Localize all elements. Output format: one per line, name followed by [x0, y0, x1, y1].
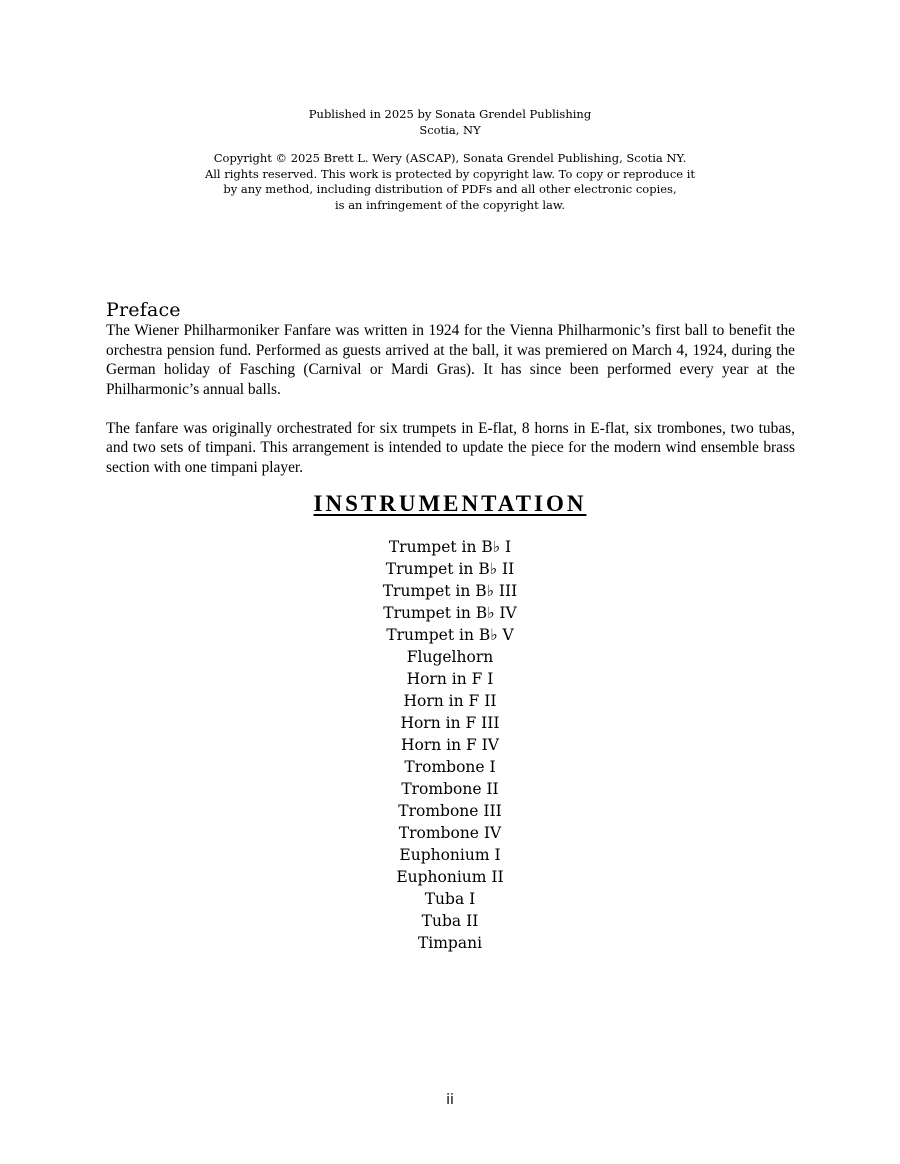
instrument-item: Horn in F III [400, 714, 500, 732]
instrumentation-list [0, 536, 900, 954]
instrument-item: Trombone II [401, 780, 499, 798]
publisher-info [0, 106, 900, 138]
copyright-line: Copyright © 2025 Brett L. Wery (ASCAP), Sonata Grendel Publishing, Scotia NY. [213, 151, 687, 165]
page-number: ii [446, 1092, 454, 1108]
instrument-item: Tuba I [424, 890, 476, 908]
copyright-line: by any method, including distribution of PDFs and all other electronic copies, [223, 182, 677, 196]
instrument-item: Trombone I [404, 758, 496, 776]
instrumentation-heading-text: INSTRUMENTATION [313, 491, 587, 516]
publisher-line: Published in 2025 by Sonata Grendel Publishing [308, 107, 592, 121]
preface-paragraph: The Wiener Philharmoniker Fanfare was written in 1924 for the Vienna Philharmonic’s first ball to benefit the orchestra pension fund. Performed as guests arrived at the ball, it was premiered on March 4, 1924, during the German holiday of Fasching (Carnival or Mardi Gras). It has since been performed every year at the Philharmonic’s annual balls. [106, 322, 795, 398]
instrument-item: Euphonium I [399, 846, 501, 864]
copyright-notice [0, 151, 900, 213]
instrument-item: Trumpet in B♭ V [386, 626, 514, 644]
instrument-item: Trumpet in B♭ II [385, 560, 515, 578]
instrument-item: Horn in F II [403, 692, 497, 710]
instrument-item: Horn in F I [406, 670, 494, 688]
preface-paragraph: The fanfare was originally orchestrated for six trumpets in E-flat, 8 horns in E-flat, six trombones, two tubas, and two sets of timpani. This arrangement is intended to update the piece for the modern wind ensemble brass section with one timpani player. [106, 419, 795, 476]
instrument-item: Trumpet in B♭ III [382, 582, 518, 600]
instrument-item: Timpani [417, 934, 483, 952]
preface-body [106, 321, 795, 497]
instrument-item: Flugelhorn [406, 648, 494, 666]
copyright-line: is an infringement of the copyright law. [334, 197, 566, 212]
copyright-line: All rights reserved. This work is protected by copyright law. To copy or reproduce it [204, 166, 696, 181]
publisher-location: Scotia, NY [419, 123, 481, 137]
instrument-item: Horn in F IV [400, 736, 500, 754]
preface-heading: Preface [106, 299, 181, 321]
instrument-item: Trombone III [398, 802, 502, 820]
instrument-item: Trumpet in B♭ IV [383, 604, 517, 622]
instrument-item: Trumpet in B♭ I [388, 538, 512, 556]
instrument-item: Tuba II [421, 912, 479, 930]
instrument-item: Trombone IV [398, 824, 502, 842]
instrumentation-heading [0, 490, 900, 518]
instrument-item: Euphonium II [396, 868, 504, 886]
